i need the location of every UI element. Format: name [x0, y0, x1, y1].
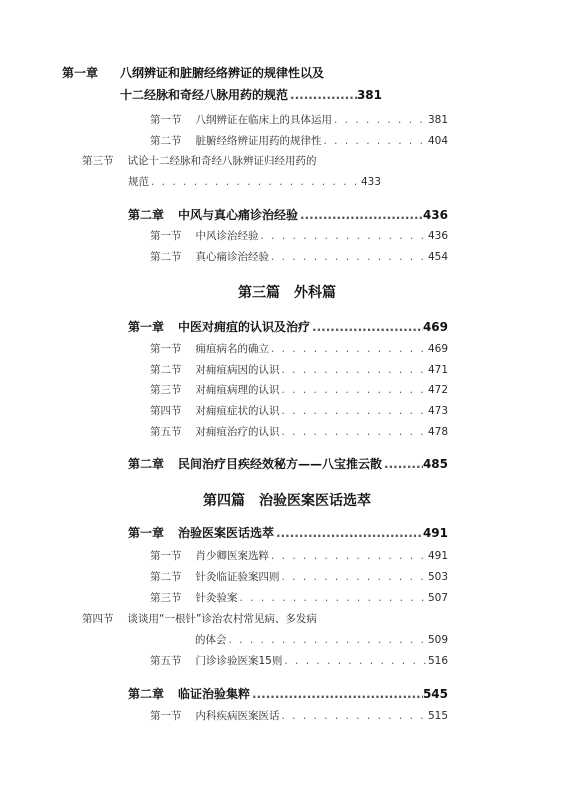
- leader-dots: [227, 634, 428, 646]
- part-heading: 第三篇 外科篇: [238, 285, 336, 301]
- leader-dots: [322, 135, 428, 147]
- section-label: 第二节: [150, 571, 182, 583]
- leader-dots: [280, 364, 428, 376]
- page-number: 503: [427, 571, 448, 583]
- toc-chapter-1-cont[interactable]: [120, 86, 382, 103]
- leader-dots: [269, 251, 428, 263]
- section-label: 第一节: [150, 343, 182, 355]
- page-number: 436: [427, 230, 448, 242]
- section-title-line1: 谈谈用“一根针”诊治农村常见病、多发病: [127, 613, 317, 625]
- page-number: 436: [422, 208, 448, 222]
- toc-chapter[interactable]: [128, 685, 448, 702]
- leader-dots: [238, 592, 428, 604]
- section-title: 针灸临证验案四则: [195, 571, 280, 583]
- leader-dots: [310, 320, 423, 334]
- page-number: 404: [427, 135, 448, 147]
- section-label: 第四节: [82, 613, 114, 625]
- toc-section[interactable]: [150, 403, 448, 418]
- toc-section[interactable]: [82, 153, 317, 168]
- page-number: 472: [427, 384, 448, 396]
- leader-dots: [274, 526, 423, 540]
- leader-dots: [382, 457, 423, 471]
- toc-section[interactable]: [150, 708, 448, 723]
- chapter-label: 第二章: [128, 208, 165, 222]
- leader-dots: [259, 230, 428, 242]
- page-number: 516: [427, 655, 448, 667]
- toc-section[interactable]: [150, 341, 448, 356]
- section-title-line2: 规范: [128, 176, 149, 188]
- leader-dots: [250, 687, 423, 701]
- chapter-label: 第二章: [128, 457, 165, 471]
- leader-dots: [280, 384, 428, 396]
- page-number: 433: [360, 176, 381, 188]
- toc-section[interactable]: [150, 112, 448, 127]
- section-label: 第一节: [150, 550, 182, 562]
- section-label: 第五节: [150, 426, 182, 438]
- leader-dots: [280, 710, 428, 722]
- chapter-title-line1: 八纲辨证和脏腑经络辨证的规律性以及: [120, 66, 325, 80]
- section-label: 第三节: [150, 384, 182, 396]
- toc-section[interactable]: [150, 653, 448, 668]
- page-number: 381: [356, 88, 382, 102]
- section-title: 内科疾病医案医话: [195, 710, 280, 722]
- part-heading: 第四篇 治验医案医话选萃: [203, 493, 371, 509]
- section-label: 第一节: [150, 230, 182, 242]
- section-title: 门诊诊验医案15则: [195, 655, 283, 667]
- page-number: 545: [422, 687, 448, 701]
- leader-dots: [280, 405, 428, 417]
- section-title: 对痈疽病理的认识: [195, 384, 280, 396]
- section-title: 对痈疽治疗的认识: [195, 426, 280, 438]
- toc-section[interactable]: [150, 362, 448, 377]
- page-number: 491: [427, 550, 448, 562]
- toc-chapter[interactable]: [128, 318, 448, 335]
- section-label: 第三节: [150, 592, 182, 604]
- page-number: 381: [427, 114, 448, 126]
- section-title: 脏腑经络辨证用药的规律性: [195, 135, 322, 147]
- toc-chapter[interactable]: [128, 524, 448, 541]
- leader-dots: [288, 88, 357, 102]
- toc-section[interactable]: [150, 228, 448, 243]
- toc-chapter-1[interactable]: [62, 64, 324, 81]
- section-title: 痈疽病名的确立: [195, 343, 269, 355]
- leader-dots: [280, 426, 428, 438]
- section-title: 中风诊治经验: [195, 230, 259, 242]
- leader-dots: [149, 176, 361, 188]
- page-number: 509: [427, 634, 448, 646]
- section-title: 真心痛诊治经验: [195, 251, 269, 263]
- page-number: 478: [427, 426, 448, 438]
- section-title: 针灸验案: [195, 592, 238, 604]
- section-title-line2: 的体会: [195, 634, 227, 646]
- page-number: 507: [427, 592, 448, 604]
- page-number: 491: [422, 526, 448, 540]
- chapter-title: 中风与真心痛诊治经验: [178, 208, 299, 222]
- leader-dots: [280, 571, 428, 583]
- chapter-title: 临证治验集粹: [178, 687, 251, 701]
- leader-dots: [332, 114, 428, 126]
- section-label: 第二节: [150, 364, 182, 376]
- page-number: 515: [427, 710, 448, 722]
- section-label: 第一节: [150, 114, 182, 126]
- page-number: 473: [427, 405, 448, 417]
- chapter-title: 民间治疗目疾经效秘方——八宝推云散: [178, 457, 383, 471]
- toc-section[interactable]: [150, 548, 448, 563]
- section-title: 肖少卿医案选粹: [195, 550, 269, 562]
- page-number: 469: [427, 343, 448, 355]
- section-label: 第一节: [150, 710, 182, 722]
- chapter-label: 第一章: [128, 526, 165, 540]
- toc-section[interactable]: [150, 569, 448, 584]
- chapter-label: 第一章: [62, 66, 99, 80]
- toc-section[interactable]: [150, 424, 448, 439]
- leader-dots: [298, 208, 423, 222]
- toc-section[interactable]: [150, 590, 448, 605]
- toc-section[interactable]: [150, 249, 448, 264]
- page-number: 469: [422, 320, 448, 334]
- section-label: 第四节: [150, 405, 182, 417]
- page-number: 454: [427, 251, 448, 263]
- section-label: 第二节: [150, 251, 182, 263]
- section-title: 对痈疽病因的认识: [195, 364, 280, 376]
- leader-dots: [269, 343, 428, 355]
- toc-section-cont[interactable]: [128, 174, 381, 189]
- page-number: 485: [422, 457, 448, 471]
- toc-chapter[interactable]: [128, 455, 448, 472]
- leader-dots: [282, 655, 428, 667]
- section-label: 第二节: [150, 135, 182, 147]
- chapter-title: 中医对痈疽的认识及治疗: [178, 320, 311, 334]
- section-title-line1: 试论十二经脉和奇经八脉辨证归经用药的: [127, 155, 317, 167]
- toc-section[interactable]: [150, 133, 448, 148]
- toc-chapter-2[interactable]: [128, 206, 448, 223]
- chapter-label: 第二章: [128, 687, 165, 701]
- section-title: 对痈疽症状的认识: [195, 405, 280, 417]
- toc-section-cont[interactable]: [195, 632, 448, 647]
- section-title: 八纲辨证在临床上的具体运用: [195, 114, 332, 126]
- toc-section[interactable]: [82, 611, 317, 626]
- leader-dots: [269, 550, 428, 562]
- toc-section[interactable]: [150, 382, 448, 397]
- chapter-title-line2: 十二经脉和奇经八脉用药的规范: [120, 88, 289, 102]
- chapter-label: 第一章: [128, 320, 165, 334]
- section-label: 第三节: [82, 155, 114, 167]
- page-number: 471: [427, 364, 448, 376]
- chapter-title: 治验医案医话选萃: [178, 526, 275, 540]
- section-label: 第五节: [150, 655, 182, 667]
